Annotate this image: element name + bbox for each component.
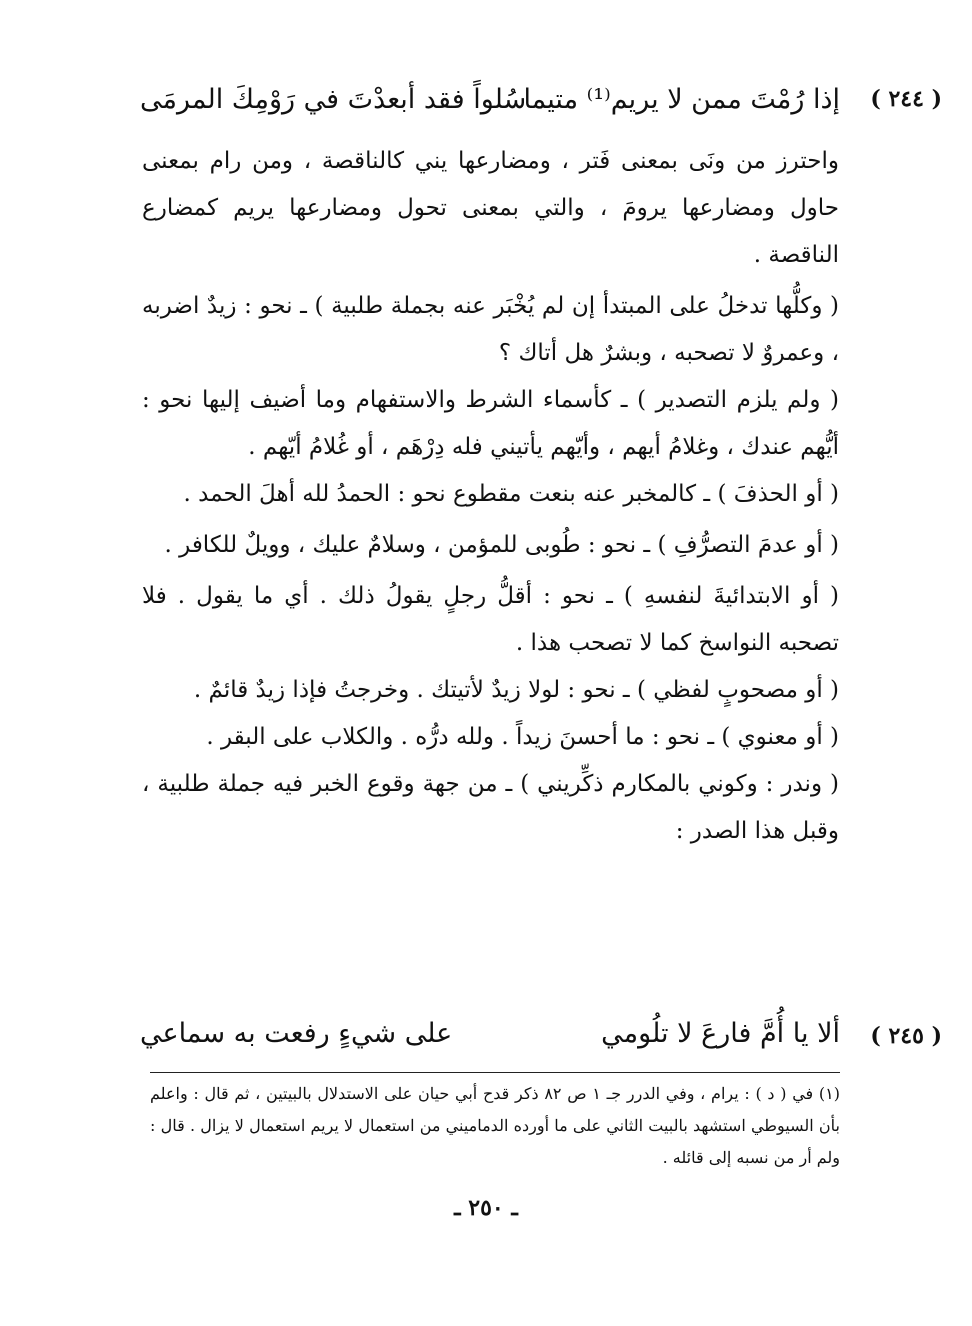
- paragraph: ( أو الابتدائيةَ لنفسهِ ) ـ نحو : أقلُّ رجلٍ يقولُ ذلك . أي ما يقول . فلا تصحبه النواسخ كما لا تصحب هذا .: [142, 583, 839, 656]
- verse-hemistich-first: ألا يا أُمَّ فارعَ لا تلُومي: [601, 1018, 840, 1049]
- verse-hemistich-second: سُلواً فقد أبعدْتَ في رَوْمِكَ المرمَى: [140, 84, 527, 115]
- paragraph: ( أو مصحوبٍ لفظي ) ـ نحو : لولا زيدٌ لأتيتك . وخرجتُ فإذا زيدٌ قائمٌ .: [193, 677, 839, 703]
- verse-line: [140, 84, 840, 124]
- paragraph: ( وكلُّها تدخلُ على المبتدأ إن لم يُخْبَر عنه بجملة طلبية ) ـ نحو : زيدٌ اضربه ، وعمروٌ لا تصحبه ، وبشرٌ هل أتاك ؟: [142, 293, 839, 366]
- paragraph: ( أو معنوي ) ـ نحو : ما أحسنَ زيداً . ولله درُّه . والكلاب على البقر .: [206, 724, 839, 750]
- verse-hemistich-first: إذا رُمْتَ ممن لا يريم⁽¹⁾ متيما: [523, 84, 840, 115]
- verse-line: [140, 1018, 840, 1060]
- commentary-body: [142, 138, 839, 855]
- paragraph: ( أو عدمَ التصرُّفِ ) ـ نحو : طُوبى للمؤمن ، وسلامٌ عليك ، وويلٌ للكافر .: [164, 532, 839, 558]
- page-number: ـ ٢٥٠ ـ: [454, 1195, 518, 1221]
- footnote-separator: [150, 1072, 840, 1073]
- paragraph: ( أو الحذفَ ) ـ كالمخبر عنه بنعت مقطوع نحو : الحمدُ لله أهلَ الحمد .: [183, 481, 839, 507]
- footnote: (١) في ( د ) : يرام ، وفي الدرر جـ ١ ص ٨٢ ذكر قدح أبي حيان على الاستدلال بالبيتين ، ثم قال : واعلم بأن السيوطي استشهد بالبيت الثاني على ما أورده الدماميني من استعمال لا يريم استعمال لا يزال . قال : ولم أر من نسبه إلى قائله .: [150, 1084, 841, 1167]
- paragraph: واحترز من ونَى بمعنى فَتر ، ومضارعها يني كالناقصة ، ومن رام بمعنى حاول ومضارعها يرومَ ، والتي بمعنى تحول ومضارعها يريم كمضارع الناقصة .: [142, 148, 839, 268]
- verse-number: ( ٢٤٤ ): [870, 86, 942, 112]
- paragraph: ( وندر : وكوني بالمكارم ذكِّريني ) ـ من جهة وقوع الخبر فيه جملة طلبية ، وقبل هذا الصدر :: [142, 771, 839, 844]
- paragraph: ( ولم يلزم التصدير ) ـ كأسماء الشرط والاستفهام وما أضيف إليها نحو : أيُّهم عندك ، وغلامُ أيهم ، وأيّهم يأتيني فله دِرْهَم ، أو غُلامُ أيّهم .: [142, 387, 839, 460]
- verse-hemistich-second: على شيءٍ رفعت به سماعي: [140, 1018, 453, 1049]
- verse-number: ( ٢٤٥ ): [870, 1023, 942, 1049]
